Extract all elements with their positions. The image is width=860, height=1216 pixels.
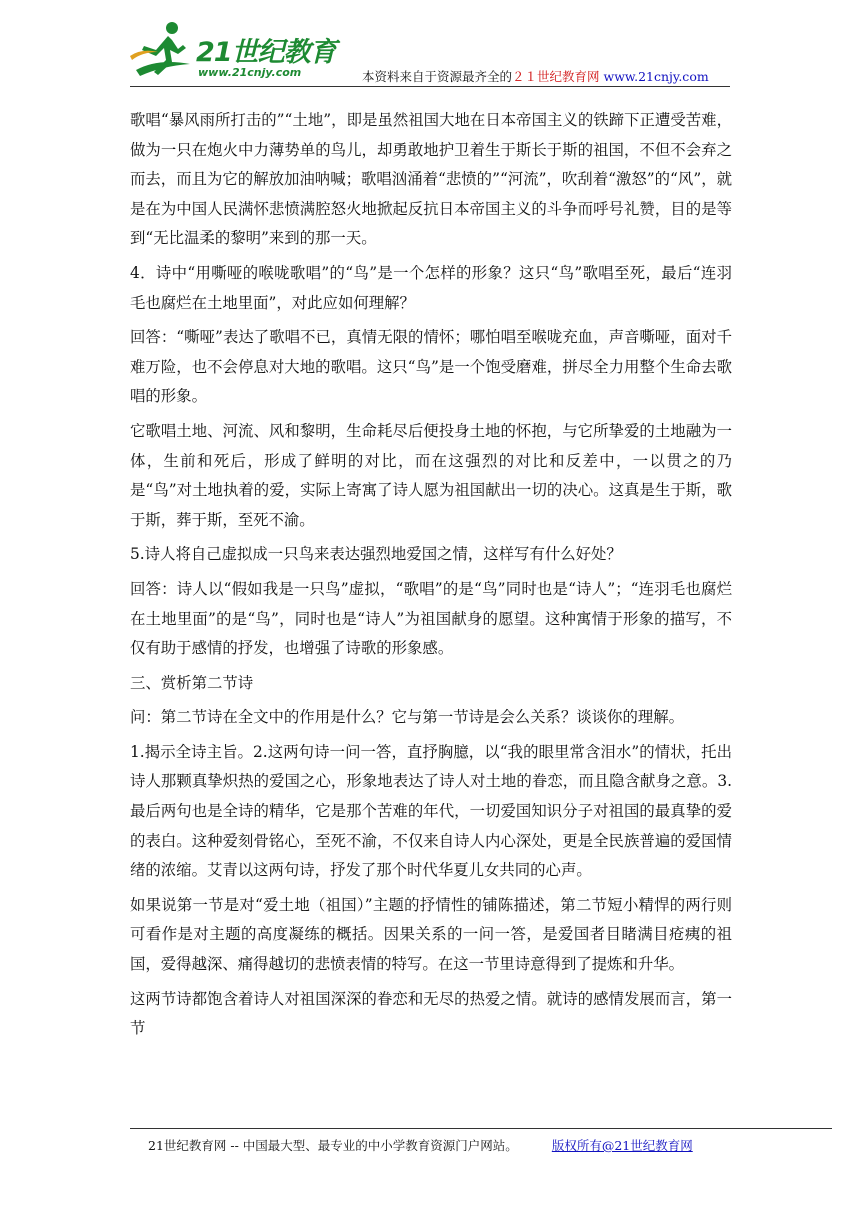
page-header — [0, 0, 860, 100]
logo-url: www.21cnjy.com — [198, 66, 302, 79]
question-5: 5.诗人将自己虚拟成一只鸟来表达强烈地爱国之情，这样写有什么好处？ — [130, 545, 622, 564]
answer-4: 回答：“嘶哑”表达了歌唱不已，真情无限的情怀；哪怕唱至喉咙充血，声音嘶哑，面对千难万险，也不会停息对大地的歌唱。这只“鸟”是一个饱受磨难，拼尽全力用整个生命去歌唱的形象。 — [130, 328, 732, 406]
document-body — [130, 106, 732, 1049]
tagline-url-link[interactable]: www.21cnjy.com — [603, 69, 709, 84]
tagline-site-link[interactable]: ２１世纪教育网 — [512, 69, 600, 84]
header-tagline — [362, 67, 709, 85]
copyright-link[interactable]: 版权所有@21世纪教育网 — [551, 1138, 693, 1153]
paragraph: 如果说第一节是对“爱土地（祖国）”主题的抒情性的铺陈描述，第二节短小精悍的两行则可看作是对主题的高度凝练的概括。因果关系的一问一答，是爱国者目睹满目疮痍的祖国，爱得越深、痛得越切的悲愤表情的特写。在这一节里诗意得到了提炼和升华。 — [130, 895, 732, 974]
paragraph: 歌唱“暴风雨所打击的”“土地”，即是虽然祖国大地在日本帝国主义的铁蹄下正遭受苦难，做为一只在炮火中力薄势单的鸟儿，却勇敢地护卫着生于斯长于斯的祖国，不但不会弃之而去，而且为它的解放加油呐喊；歌唱汹涌着“悲愤的”“河流”，吹刮着“激怒”的“风”，就是在为中国人民满怀悲愤满腔怒火地掀起反抗日本帝国主义的斗争而呼号礼赞，目的是等到“无比温柔的黎明”来到的那一天。 — [130, 111, 732, 248]
paragraph: 1.揭示全诗主旨。2.这两句诗一问一答，直抒胸臆，以“我的眼里常含泪水”的情状，托出诗人那颗真挚炽热的爱国之心，形象地表达了诗人对土地的眷恋，而且隐含献身之意。3.最后两句也是全诗的精华，它是那个苦难的年代，一切爱国知识分子对祖国的最真挚的爱的表白。这种爱刻骨铭心，至死不渝，不仅来自诗人内心深处，更是全民族普遍的爱国情绪的浓缩。艾青以这两句诗，抒发了那个时代华夏儿女共同的心声。 — [130, 742, 732, 880]
tagline-prefix: 本资料来自于资源最齐全的 — [362, 69, 513, 84]
answer-5: 回答：诗人以“假如我是一只鸟”虚拟，“歌唱”的是“鸟”同时也是“诗人”；“连羽毛也腐烂在土地里面”的是“鸟”，同时也是“诗人”为祖国献身的愿望。这种寓情于形象的描写，不仅有助于感情的抒发，也增强了诗歌的形象感。 — [130, 579, 732, 658]
site-logo — [128, 20, 348, 86]
question-4: 4．诗中“用嘶哑的喉咙歌唱”的“鸟”是一个怎样的形象？这只“鸟”歌唱至死，最后“连羽毛也腐烂在土地里面”，对此应如何理解？ — [130, 263, 732, 312]
paragraph: 这两节诗都饱含着诗人对祖国深深的眷恋和无尽的热爱之情。就诗的感情发展而言，第一节 — [130, 989, 732, 1038]
page-footer — [148, 1136, 693, 1154]
section-question: 问：第二节诗在全文中的作用是什么？它与第一节诗是会么关系？谈谈你的理解。 — [130, 708, 685, 727]
header-divider — [130, 86, 730, 87]
footer-text: 21世纪教育网 -- 中国最大型、最专业的中小学教育资源门户网站。 — [148, 1138, 518, 1153]
section-heading: 三、赏析第二节诗 — [130, 673, 254, 692]
logo-text: 21世纪教育 — [196, 37, 336, 68]
footer-divider — [130, 1128, 832, 1129]
runner-logo-icon — [128, 20, 198, 86]
paragraph: 它歌唱土地、河流、风和黎明，生命耗尽后便投身土地的怀抱，与它所挚爱的土地融为一体，生前和死后，形成了鲜明的对比，而在这强烈的对比和反差中，一以贯之的乃是“鸟”对土地执着的爱，实际上寄寓了诗人愿为祖国献出一切的决心。这真是生于斯，歌于斯，葬于斯，至死不渝。 — [130, 421, 732, 529]
